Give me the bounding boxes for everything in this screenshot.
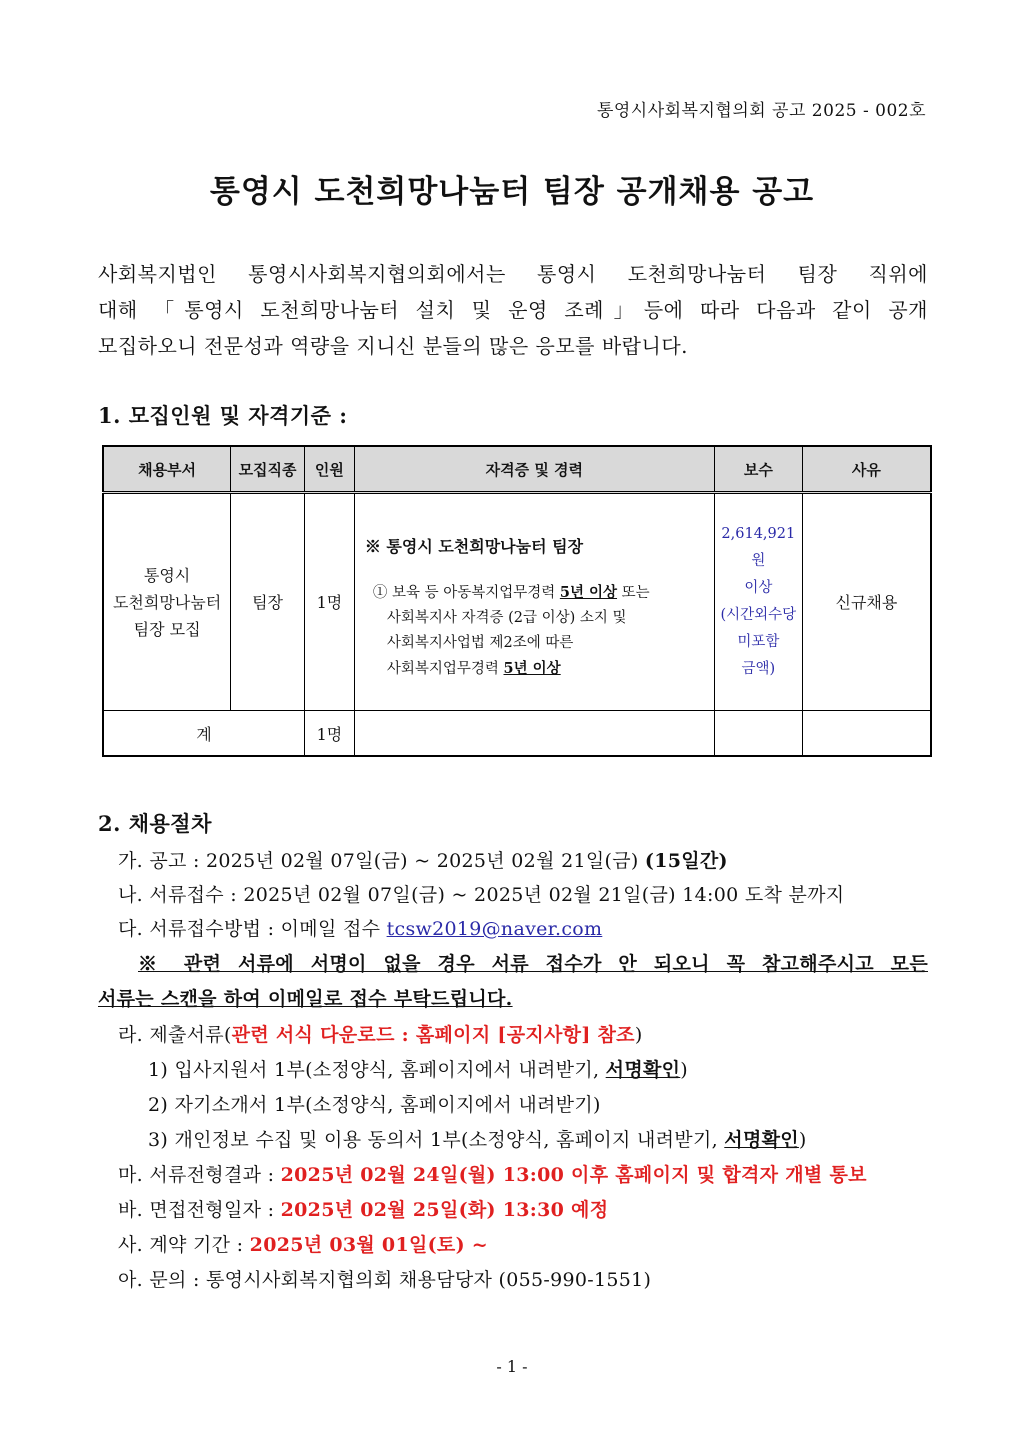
doc-emphasis: 서명확인 <box>605 1059 681 1081</box>
qual-text: 또는 <box>617 584 650 601</box>
step-contract <box>118 1230 488 1257</box>
col-header-qualification: 자격증 및 경력 <box>354 446 714 493</box>
intro-line: 사회복지법인 통영시사회복지협의회에서는 통영시 도천희망나눔터 팀장 직위에 <box>98 262 928 286</box>
col-header-pay: 보수 <box>714 446 802 493</box>
page-title: 통영시 도천희망나눔터 팀장 공개채용 공고 <box>209 174 815 210</box>
step-interview <box>118 1195 608 1222</box>
step-text: ) <box>634 1024 643 1046</box>
cell-job: 팀장 <box>231 493 305 711</box>
signature-notice: ※ 관련 서류에 서명이 없을 경우 서류 접수가 안 되오니 꼭 참고해주시고 모든 <box>138 953 928 975</box>
step-document-period: 나. 서류접수 : 2025년 02월 07일(금) ~ 2025년 02월 21일(금) 14:00 도착 분까지 <box>118 884 845 906</box>
dept-line: 도천희망나눔터 <box>112 592 222 612</box>
step-date: 2025년 02월 24일(월) 13:00 이후 홈페이지 및 합격자 개별 통보 <box>280 1164 867 1186</box>
recruitment-table <box>102 445 932 757</box>
document-item: 2) 자기소개서 1부(소정양식, 홈페이지에서 내려받기) <box>148 1094 601 1116</box>
qualification-heading: ※ 통영시 도천희망나눔터 팀장 <box>364 536 584 556</box>
cell-dept <box>103 493 231 711</box>
pay-line: 미포함 <box>737 634 780 650</box>
qual-text: 사회복지업무경력 <box>386 660 504 677</box>
intro-line: 모집하오니 전문성과 역량을 지니신 분들의 많은 응모를 바랍니다. <box>98 334 688 358</box>
step-inquiry: 아. 문의 : 통영시사회복지협의회 채용담당자 (055-990-1551) <box>118 1269 652 1291</box>
step-date: 2025년 02월 25일(화) 13:30 예정 <box>280 1199 609 1221</box>
doc-emphasis: 서명확인 <box>724 1129 799 1151</box>
step-text: 가. 공고 : 2025년 02월 07일(금) ~ 2025년 02월 21일(금) <box>118 850 645 872</box>
qualification-line: 사회복지사업법 제2조에 따른 <box>386 634 574 651</box>
cell-pay <box>714 493 802 711</box>
step-date: 2025년 03월 01일(토) ~ <box>249 1234 488 1256</box>
intro-line: 대해 「통영시 도천희망나눔터 설치 및 운영 조례」등에 따라 다음과 같이 공개 <box>98 298 928 322</box>
step-text: 사. 계약 기간 : <box>118 1234 250 1256</box>
doc-text: ) <box>798 1129 807 1151</box>
signature-notice: 서류는 스캔을 하여 이메일로 접수 부탁드립니다. <box>98 988 513 1010</box>
pay-line: 2,614,921원 <box>721 526 796 569</box>
qualification-line <box>365 580 704 606</box>
qual-emphasis: 5년 이상 <box>503 659 561 677</box>
total-empty <box>354 711 714 757</box>
total-label: 계 <box>103 711 304 757</box>
pay-line: 이상 <box>744 580 773 596</box>
document-item <box>148 1125 807 1152</box>
document-item <box>148 1055 688 1082</box>
step-text: 바. 면접전형일자 : <box>118 1199 281 1221</box>
download-notice: 관련 서식 다운로드 : 홈페이지 [공지사항] 참조 <box>231 1024 635 1046</box>
step-text: 마. 서류전형결과 : <box>118 1164 281 1186</box>
col-header-reason: 사유 <box>802 446 931 493</box>
table-row <box>103 493 931 711</box>
qualification-line <box>365 656 704 682</box>
step-text: 다. 서류접수방법 : 이메일 접수 <box>118 918 387 940</box>
dept-line: 통영시 <box>143 565 191 585</box>
table-header-row <box>103 446 931 493</box>
doc-text: ) <box>680 1059 689 1081</box>
step-document-method <box>118 914 602 941</box>
dept-line: 팀장 모집 <box>133 619 201 639</box>
section1-heading: 1. 모집인원 및 자격기준 : <box>98 403 348 428</box>
page-number: - 1 - <box>496 1357 528 1376</box>
step-text: 라. 제출서류( <box>118 1024 232 1046</box>
notice-number: 통영시사회복지협의회 공고 2025 - 002호 <box>596 101 926 121</box>
qual-emphasis: 5년 이상 <box>559 583 618 601</box>
pay-line: 금액) <box>741 661 776 677</box>
step-emphasis: (15일간) <box>644 850 728 872</box>
qualification-line: 사회복지사 자격증 (2급 이상) 소지 및 <box>386 609 627 626</box>
col-header-dept: 채용부서 <box>103 446 231 493</box>
email-link[interactable]: tcsw2019@naver.com <box>386 918 603 940</box>
step-document-result <box>118 1160 867 1187</box>
table-total-row <box>103 711 931 757</box>
qual-text: ① 보육 등 아동복지업무경력 <box>372 584 560 601</box>
total-empty <box>802 711 931 757</box>
intro-paragraph <box>98 256 928 364</box>
cell-count: 1명 <box>304 493 354 711</box>
doc-text: 1) 입사지원서 1부(소정양식, 홈페이지에서 내려받기, <box>148 1059 606 1081</box>
step-submit-documents <box>118 1020 643 1047</box>
col-header-count: 인원 <box>304 446 354 493</box>
pay-line: (시간외수당 <box>720 607 797 623</box>
total-count: 1명 <box>304 711 354 757</box>
col-header-job: 모집직종 <box>231 446 305 493</box>
cell-qualification <box>354 493 714 711</box>
doc-text: 3) 개인정보 수집 및 이용 동의서 1부(소정양식, 홈페이지 내려받기, <box>148 1129 725 1151</box>
cell-reason: 신규채용 <box>802 493 931 711</box>
step-announcement <box>118 846 728 873</box>
total-empty <box>714 711 802 757</box>
section2-heading: 2. 채용절차 <box>98 811 212 836</box>
